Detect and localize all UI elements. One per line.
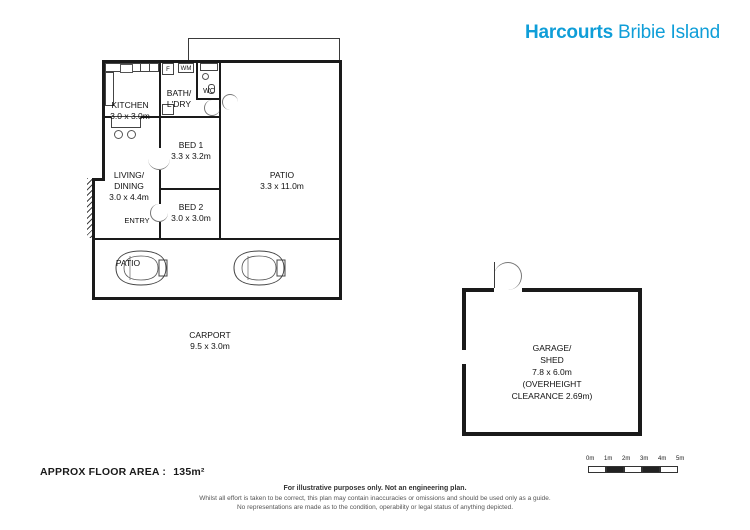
wall-right [339, 60, 342, 300]
wall-bath-bottom [159, 116, 220, 118]
garage-wall-bottom [462, 432, 642, 436]
patio-right-name: PATIO [269, 170, 295, 180]
garage-wall-top-right [522, 288, 642, 292]
wall-bottom [92, 297, 342, 300]
kitchen-label [100, 100, 160, 122]
approx-floor-area [40, 466, 205, 478]
kitchen-name: KITCHEN [111, 100, 149, 110]
wall-bed1-left-lower [159, 170, 161, 190]
bed2-name: BED 2 [178, 202, 204, 212]
kitchen-sink-line [120, 64, 133, 73]
kitchen-dims: 3.0 x 3.0m [110, 111, 150, 121]
fridge-label: F [166, 67, 170, 73]
carport-name: CARPORT [189, 330, 231, 340]
bed1-label [162, 140, 220, 162]
patio-right-dims: 3.3 x 11.0m [260, 181, 304, 191]
disclaimer-line-3: No representations are made as to the condition, operability or legal status of anything depicted. [236, 504, 514, 511]
patio-right-label [226, 170, 338, 192]
wall-living-right [159, 190, 161, 204]
living-name: LIVING/ [113, 170, 145, 180]
disclaimer [0, 484, 750, 513]
disclaimer-line-2: Whilst all effort is taken to be correct, this plan may contain inaccuracies or omissions and should be used only as a guide. [199, 494, 551, 502]
scale-label-5: 5m [676, 456, 685, 462]
scale-label-1: 1m [604, 456, 613, 462]
garage-wall-left [462, 288, 466, 350]
living-dims: 3.0 x 4.4m [109, 192, 149, 202]
brand-suffix: Bribie Island [618, 22, 720, 43]
floorplan-garage [462, 288, 642, 436]
scale-label-2: 2m [622, 456, 631, 462]
wc-label: WC [203, 88, 215, 95]
bed2-dims: 3.0 x 3.0m [171, 213, 211, 223]
bath-tub-icon [200, 63, 218, 71]
garage-dims: 7.8 x 6.0m [532, 367, 572, 377]
garage-note2: CLEARANCE 2.69m) [511, 391, 593, 401]
garage-wall-right [638, 288, 642, 436]
bed1-dims: 3.3 x 3.2m [171, 151, 211, 161]
patio-left-hatch [87, 178, 92, 238]
garage-name: GARAGE/ [532, 343, 572, 353]
garage-label [492, 342, 612, 402]
garage-wall-left-lower [462, 364, 466, 436]
carport-dims: 9.5 x 3.0m [190, 341, 230, 351]
scale-seg-4 [642, 466, 660, 473]
bed2-label [162, 202, 220, 224]
patio-left-label: PATIO [115, 258, 141, 268]
brand-logo [525, 22, 720, 44]
area-label: APPROX FLOOR AREA : [40, 466, 167, 478]
patio-outline-right [339, 38, 340, 60]
wall-bed1-left [159, 118, 161, 148]
scale-seg-5 [660, 466, 678, 473]
wm-label: WM [180, 66, 192, 72]
patio-outline-left [188, 38, 189, 60]
scale-bar [586, 456, 698, 474]
patio-outline-top [188, 38, 340, 39]
door-arc-bath [204, 100, 220, 116]
basin-icon [202, 73, 209, 80]
garage-name2: SHED [540, 355, 564, 365]
stool-2-icon [127, 130, 136, 139]
car-icon-2 [228, 246, 290, 290]
bath-label [162, 88, 196, 110]
stool-1-icon [114, 130, 123, 139]
scale-label-3: 3m [640, 456, 649, 462]
brand-name: Harcourts [524, 22, 613, 43]
area-value: 135m² [173, 466, 205, 478]
kitchen-stove [140, 63, 150, 72]
scale-seg-3 [624, 466, 642, 473]
scale-label-0: 0m [586, 456, 595, 462]
garage-note1: (OVERHEIGHT [522, 379, 582, 389]
garage-door-leaf [494, 262, 495, 288]
wall-carport-top [92, 238, 342, 240]
garage-wall-top-left [462, 288, 494, 292]
scale-seg-1 [588, 466, 606, 473]
bath-name2: L'DRY [166, 99, 192, 109]
living-label [100, 170, 158, 203]
bath-name: BATH/ [166, 88, 192, 98]
entry-label: ENTRY [124, 216, 150, 225]
scale-label-4: 4m [658, 456, 667, 462]
floorplan-main [100, 60, 360, 360]
scale-seg-2 [606, 466, 624, 473]
wall-bed1-bottom [159, 188, 221, 190]
disclaimer-line-1: For illustrative purposes only. Not an engineering plan. [283, 485, 467, 492]
living-name2: DINING [114, 181, 144, 191]
garage-door-arc [494, 262, 522, 290]
bed1-name: BED 1 [178, 140, 204, 150]
door-arc-patio [222, 94, 238, 110]
carport-label [162, 330, 258, 352]
